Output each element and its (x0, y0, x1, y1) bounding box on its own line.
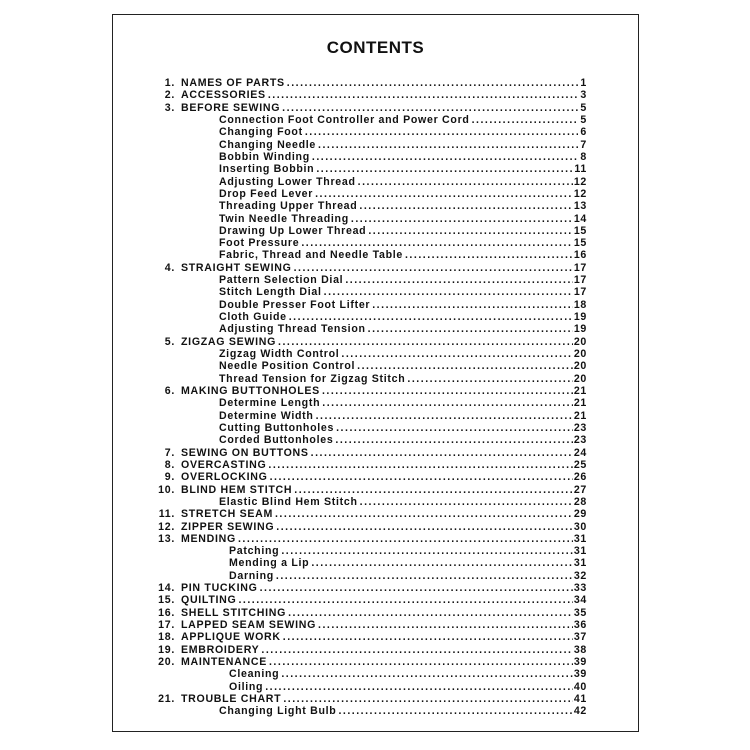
dot-leader (289, 311, 573, 323)
toc-entry-page-number: 12 (573, 175, 587, 188)
toc-entry-page-number: 35 (573, 606, 587, 619)
toc-entry-label: Adjusting Lower Thread (219, 175, 356, 188)
toc-entry-number: 21. (158, 693, 175, 705)
toc-entry-page-number: 23 (573, 434, 587, 447)
toc-entry-page-number: 42 (573, 705, 587, 718)
toc-entry-label: Adjusting Thread Tension (219, 323, 366, 336)
toc-entry-label: TROUBLE CHART (181, 693, 282, 705)
dot-leader (357, 360, 573, 372)
dot-leader (318, 139, 578, 151)
toc-entry-number: 15. (158, 594, 175, 607)
dot-leader (312, 151, 578, 163)
toc-entry-label: NAMES OF PARTS (181, 77, 285, 89)
toc-entry-number: 7. (164, 446, 175, 459)
toc-entry-label: ACCESSORIES (181, 89, 266, 102)
dot-leader (294, 484, 573, 496)
toc-entry-label: Oiling (229, 680, 264, 693)
toc-entry (219, 114, 587, 126)
toc-entry-page-number: 28 (573, 495, 587, 508)
dot-leader (275, 508, 573, 520)
dot-leader (270, 471, 573, 483)
toc-entry-page-number: 13 (573, 200, 587, 213)
dot-leader (472, 114, 578, 126)
toc-entry-page-number: 25 (573, 458, 587, 471)
toc-entry-label: Twin Needle Threading (219, 212, 349, 225)
toc-entry-page-number: 41 (573, 693, 587, 705)
toc-entry (219, 237, 587, 249)
toc-entry (219, 348, 587, 360)
dot-leader (281, 545, 572, 557)
toc-entry (219, 373, 587, 385)
toc-entry-number: 12. (158, 520, 175, 533)
toc-entry-label: Thread Tension for Zigzag Stitch (219, 372, 406, 385)
toc-entry (219, 422, 587, 434)
toc-entry (219, 176, 587, 188)
toc-entry (157, 508, 587, 520)
toc-entry-page-number: 32 (573, 569, 587, 582)
dot-leader (335, 434, 572, 446)
toc-entry (229, 557, 587, 569)
toc-entry (219, 299, 587, 311)
toc-entry (219, 323, 587, 335)
toc-entry-page-number: 5 (580, 113, 587, 126)
toc-entry (157, 336, 587, 348)
toc-entry (229, 570, 587, 582)
toc-entry-number: 13. (158, 532, 175, 545)
dot-leader (322, 397, 573, 409)
toc-entry-number: 6. (164, 385, 175, 397)
toc-entry (157, 619, 587, 631)
toc-entry-page-number: 31 (573, 557, 587, 570)
toc-entry-number: 19. (158, 643, 175, 656)
toc-entry-label: Needle Position Control (219, 360, 356, 373)
dot-leader (322, 385, 573, 397)
toc-entry (219, 151, 587, 163)
toc-entry-label: Determine Length (219, 397, 321, 410)
dot-leader (276, 570, 573, 582)
dot-leader (316, 163, 573, 175)
toc-entry-page-number: 20 (573, 372, 587, 385)
toc-entry-label: Determine Width (219, 409, 314, 422)
toc-entry-page-number: 6 (580, 126, 587, 139)
toc-entry-page-number: 39 (573, 668, 587, 681)
toc-entry (219, 126, 587, 138)
toc-entry-label: Inserting Bobbin (219, 163, 315, 176)
toc-entry-number: 11. (158, 508, 175, 521)
toc-entry-label: Foot Pressure (219, 237, 300, 250)
toc-entry-label: Elastic Blind Hem Stitch (219, 495, 358, 508)
toc-entry (219, 200, 587, 212)
toc-entry-page-number: 8 (580, 150, 587, 163)
dot-leader (260, 582, 573, 594)
toc-entry-label: Drop Feed Lever (219, 187, 314, 200)
toc-entry-page-number: 7 (580, 138, 587, 151)
toc-entry-label: STRETCH SEAM (181, 508, 273, 521)
toc-entry-page-number: 39 (573, 656, 587, 669)
dot-leader (315, 188, 573, 200)
toc-entry-page-number: 19 (573, 311, 587, 324)
toc-entry (157, 102, 587, 114)
toc-entry (157, 656, 587, 668)
toc-entry (157, 385, 587, 397)
toc-entry (157, 471, 587, 483)
toc-entry-label: Cloth Guide (219, 311, 287, 324)
dot-leader (283, 631, 573, 643)
toc-entry-page-number: 27 (573, 483, 587, 496)
toc-entry (229, 681, 587, 693)
dot-leader (261, 644, 572, 656)
toc-entry (219, 286, 587, 298)
toc-entry (219, 213, 587, 225)
toc-entry-page-number: 20 (573, 348, 587, 361)
toc-entry-page-number: 15 (573, 224, 587, 237)
toc-entry-label: Fabric, Thread and Needle Table (219, 249, 403, 262)
toc-entry-label: Drawing Up Lower Thread (219, 224, 367, 237)
toc-entry (157, 521, 587, 533)
toc-entry-page-number: 40 (573, 680, 587, 693)
toc-entry (157, 484, 587, 496)
dot-leader (281, 668, 572, 680)
toc-entry-page-number: 36 (573, 619, 587, 632)
toc-entry (157, 77, 587, 89)
toc-entry-label: ZIPPER SEWING (181, 520, 275, 533)
toc-entry-label: BLIND HEM STITCH (181, 483, 293, 496)
toc-entry (219, 188, 587, 200)
toc-entry-label: Bobbin Winding (219, 150, 310, 163)
page-title: CONTENTS (326, 38, 425, 57)
toc-entry-label: Changing Light Bulb (219, 705, 337, 718)
dot-leader (338, 705, 572, 717)
dot-leader (288, 607, 573, 619)
toc-entry-label: Changing Needle (219, 138, 317, 151)
dot-leader (311, 447, 573, 459)
toc-entry-label: MENDING (181, 532, 236, 545)
dot-leader (238, 594, 572, 606)
dot-leader (345, 274, 573, 286)
toc-entry-label: Double Presser Foot Lifter (219, 298, 371, 311)
toc-entry-number: 1. (164, 77, 175, 89)
toc-entry-label: MAKING BUTTONHOLES (181, 385, 320, 397)
toc-entry-label: OVERLOCKING (181, 471, 268, 484)
toc-entry-page-number: 20 (573, 360, 587, 373)
dot-leader (283, 693, 572, 705)
toc-entry-page-number: 21 (573, 385, 587, 397)
toc-entry-page-number: 33 (573, 582, 587, 595)
dot-leader (405, 249, 573, 261)
toc-entry-page-number: 1 (580, 77, 587, 89)
toc-entry-page-number: 30 (573, 520, 587, 533)
toc-entry (229, 668, 587, 680)
dot-leader (238, 533, 573, 545)
toc-entry-label: SHELL STITCHING (181, 606, 287, 619)
dot-leader (359, 200, 572, 212)
dot-leader (265, 681, 573, 693)
toc-entry-label: Cleaning (229, 668, 280, 681)
toc-entry-page-number: 17 (573, 261, 587, 274)
toc-entry (219, 410, 587, 422)
toc-entry-label: Darning (229, 569, 274, 582)
toc-entry-label: EMBROIDERY (181, 643, 260, 656)
toc-entry (157, 607, 587, 619)
toc-entry-page-number: 11 (574, 163, 587, 176)
toc-entry-label: Changing Foot (219, 126, 303, 139)
toc-entry-number: 8. (164, 458, 175, 471)
toc-entry-page-number: 3 (580, 89, 587, 102)
dot-leader (268, 89, 578, 101)
toc-entry (219, 360, 587, 372)
dot-leader (276, 521, 573, 533)
toc-entry-page-number: 16 (573, 249, 587, 262)
toc-entry-label: ZIGZAG SEWING (181, 335, 277, 348)
dot-leader (368, 323, 573, 335)
toc-entry-number: 20. (158, 656, 175, 669)
dot-leader (368, 225, 572, 237)
toc-entry-page-number: 37 (573, 631, 587, 644)
toc-entry-label: STRAIGHT SEWING (181, 261, 292, 274)
toc-entry (219, 397, 587, 409)
toc-entry-page-number: 15 (573, 237, 587, 250)
toc-entry-page-number: 34 (573, 594, 587, 607)
toc-entry-number: 5. (164, 335, 175, 348)
toc-entry (157, 631, 587, 643)
dot-leader (336, 422, 573, 434)
toc-entry-number: 16. (158, 606, 175, 619)
toc-entry-label: Threading Upper Thread (219, 200, 358, 213)
toc-entry-label: Zigzag Width Control (219, 348, 340, 361)
toc-entry (219, 274, 587, 286)
toc-entry-number: 17. (158, 619, 175, 632)
toc-entry-page-number: 14 (573, 212, 587, 225)
toc-entry-page-number: 12 (573, 187, 587, 200)
toc-entry-page-number: 31 (573, 545, 587, 558)
dot-leader (351, 213, 573, 225)
dot-leader (372, 299, 573, 311)
toc-entry-page-number: 17 (573, 274, 587, 287)
toc-entry-number: 10. (158, 483, 175, 496)
toc-entry (157, 693, 587, 705)
toc-entry (157, 89, 587, 101)
dot-leader (287, 77, 578, 89)
dot-leader (316, 410, 573, 422)
toc-entry (219, 705, 587, 717)
toc-entry-label: SEWING ON BUTTONS (181, 446, 309, 459)
toc-entry-page-number: 19 (573, 323, 587, 336)
toc-entry-label: APPLIQUE WORK (181, 631, 281, 644)
dot-leader (318, 619, 573, 631)
toc-entry (229, 545, 587, 557)
toc-entry (157, 594, 587, 606)
toc-entry (157, 262, 587, 274)
dot-leader (305, 126, 578, 138)
toc-entry-label: QUILTING (181, 594, 237, 607)
toc-entry-page-number: 21 (573, 397, 587, 410)
toc-entry (219, 496, 587, 508)
dot-leader (311, 557, 573, 569)
toc-entry-page-number: 24 (573, 446, 587, 459)
toc-entry-label: MAINTENANCE (181, 656, 267, 669)
toc-entry-label: Stitch Length Dial (219, 286, 322, 299)
toc-entry-page-number: 18 (573, 298, 587, 311)
dot-leader (341, 348, 572, 360)
toc-entry-number: 14. (158, 582, 175, 595)
toc-entry-number: 9. (164, 471, 175, 484)
toc-entry (219, 249, 587, 261)
toc-entry-number: 18. (158, 631, 175, 644)
dot-leader (269, 656, 573, 668)
toc-entry-label: PIN TUCKING (181, 582, 258, 595)
toc-entry-label: Patching (229, 545, 280, 558)
toc-entry (219, 311, 587, 323)
toc-entry (219, 225, 587, 237)
toc-entry-page-number: 21 (573, 409, 587, 422)
dot-leader (294, 262, 573, 274)
toc-entry-label: BEFORE SEWING (181, 101, 281, 114)
toc-entry-number: 4. (164, 261, 175, 274)
dot-leader (282, 102, 578, 114)
toc-entry (157, 644, 587, 656)
toc-entry-page-number: 17 (573, 286, 587, 299)
toc-entry-label: Cutting Buttonholes (219, 421, 335, 434)
toc-entry (157, 459, 587, 471)
toc-entry-label: Mending a Lip (229, 557, 310, 570)
toc-entry-label: Corded Buttonholes (219, 434, 334, 447)
toc-entry (157, 447, 587, 459)
toc-entry-page-number: 26 (573, 471, 587, 484)
dot-leader (268, 459, 572, 471)
dot-leader (324, 286, 573, 298)
manual-page (112, 14, 639, 732)
toc-entry-page-number: 20 (573, 335, 587, 348)
toc-entry (157, 582, 587, 594)
toc-entry (219, 139, 587, 151)
toc-entry-number: 2. (164, 89, 175, 102)
toc-entry-page-number: 38 (573, 643, 587, 656)
toc-entry-label: OVERCASTING (181, 458, 267, 471)
toc-entry-page-number: 23 (573, 421, 587, 434)
toc-entry-page-number: 29 (573, 508, 587, 521)
toc-entry-page-number: 31 (573, 532, 587, 545)
toc-entry-page-number: 5 (580, 101, 587, 114)
dot-leader (301, 237, 572, 249)
toc-entry-label: Connection Foot Controller and Power Cord (219, 113, 470, 126)
dot-leader (407, 373, 572, 385)
toc-entry-label: Pattern Selection Dial (219, 274, 344, 287)
toc-entry-label: LAPPED SEAM SEWING (181, 619, 317, 632)
dot-leader (358, 176, 573, 188)
toc-entry (219, 163, 587, 175)
dot-leader (360, 496, 573, 508)
toc-entry-number: 3. (164, 101, 175, 114)
toc-entry (157, 533, 587, 545)
toc-entry (219, 434, 587, 446)
dot-leader (278, 336, 573, 348)
